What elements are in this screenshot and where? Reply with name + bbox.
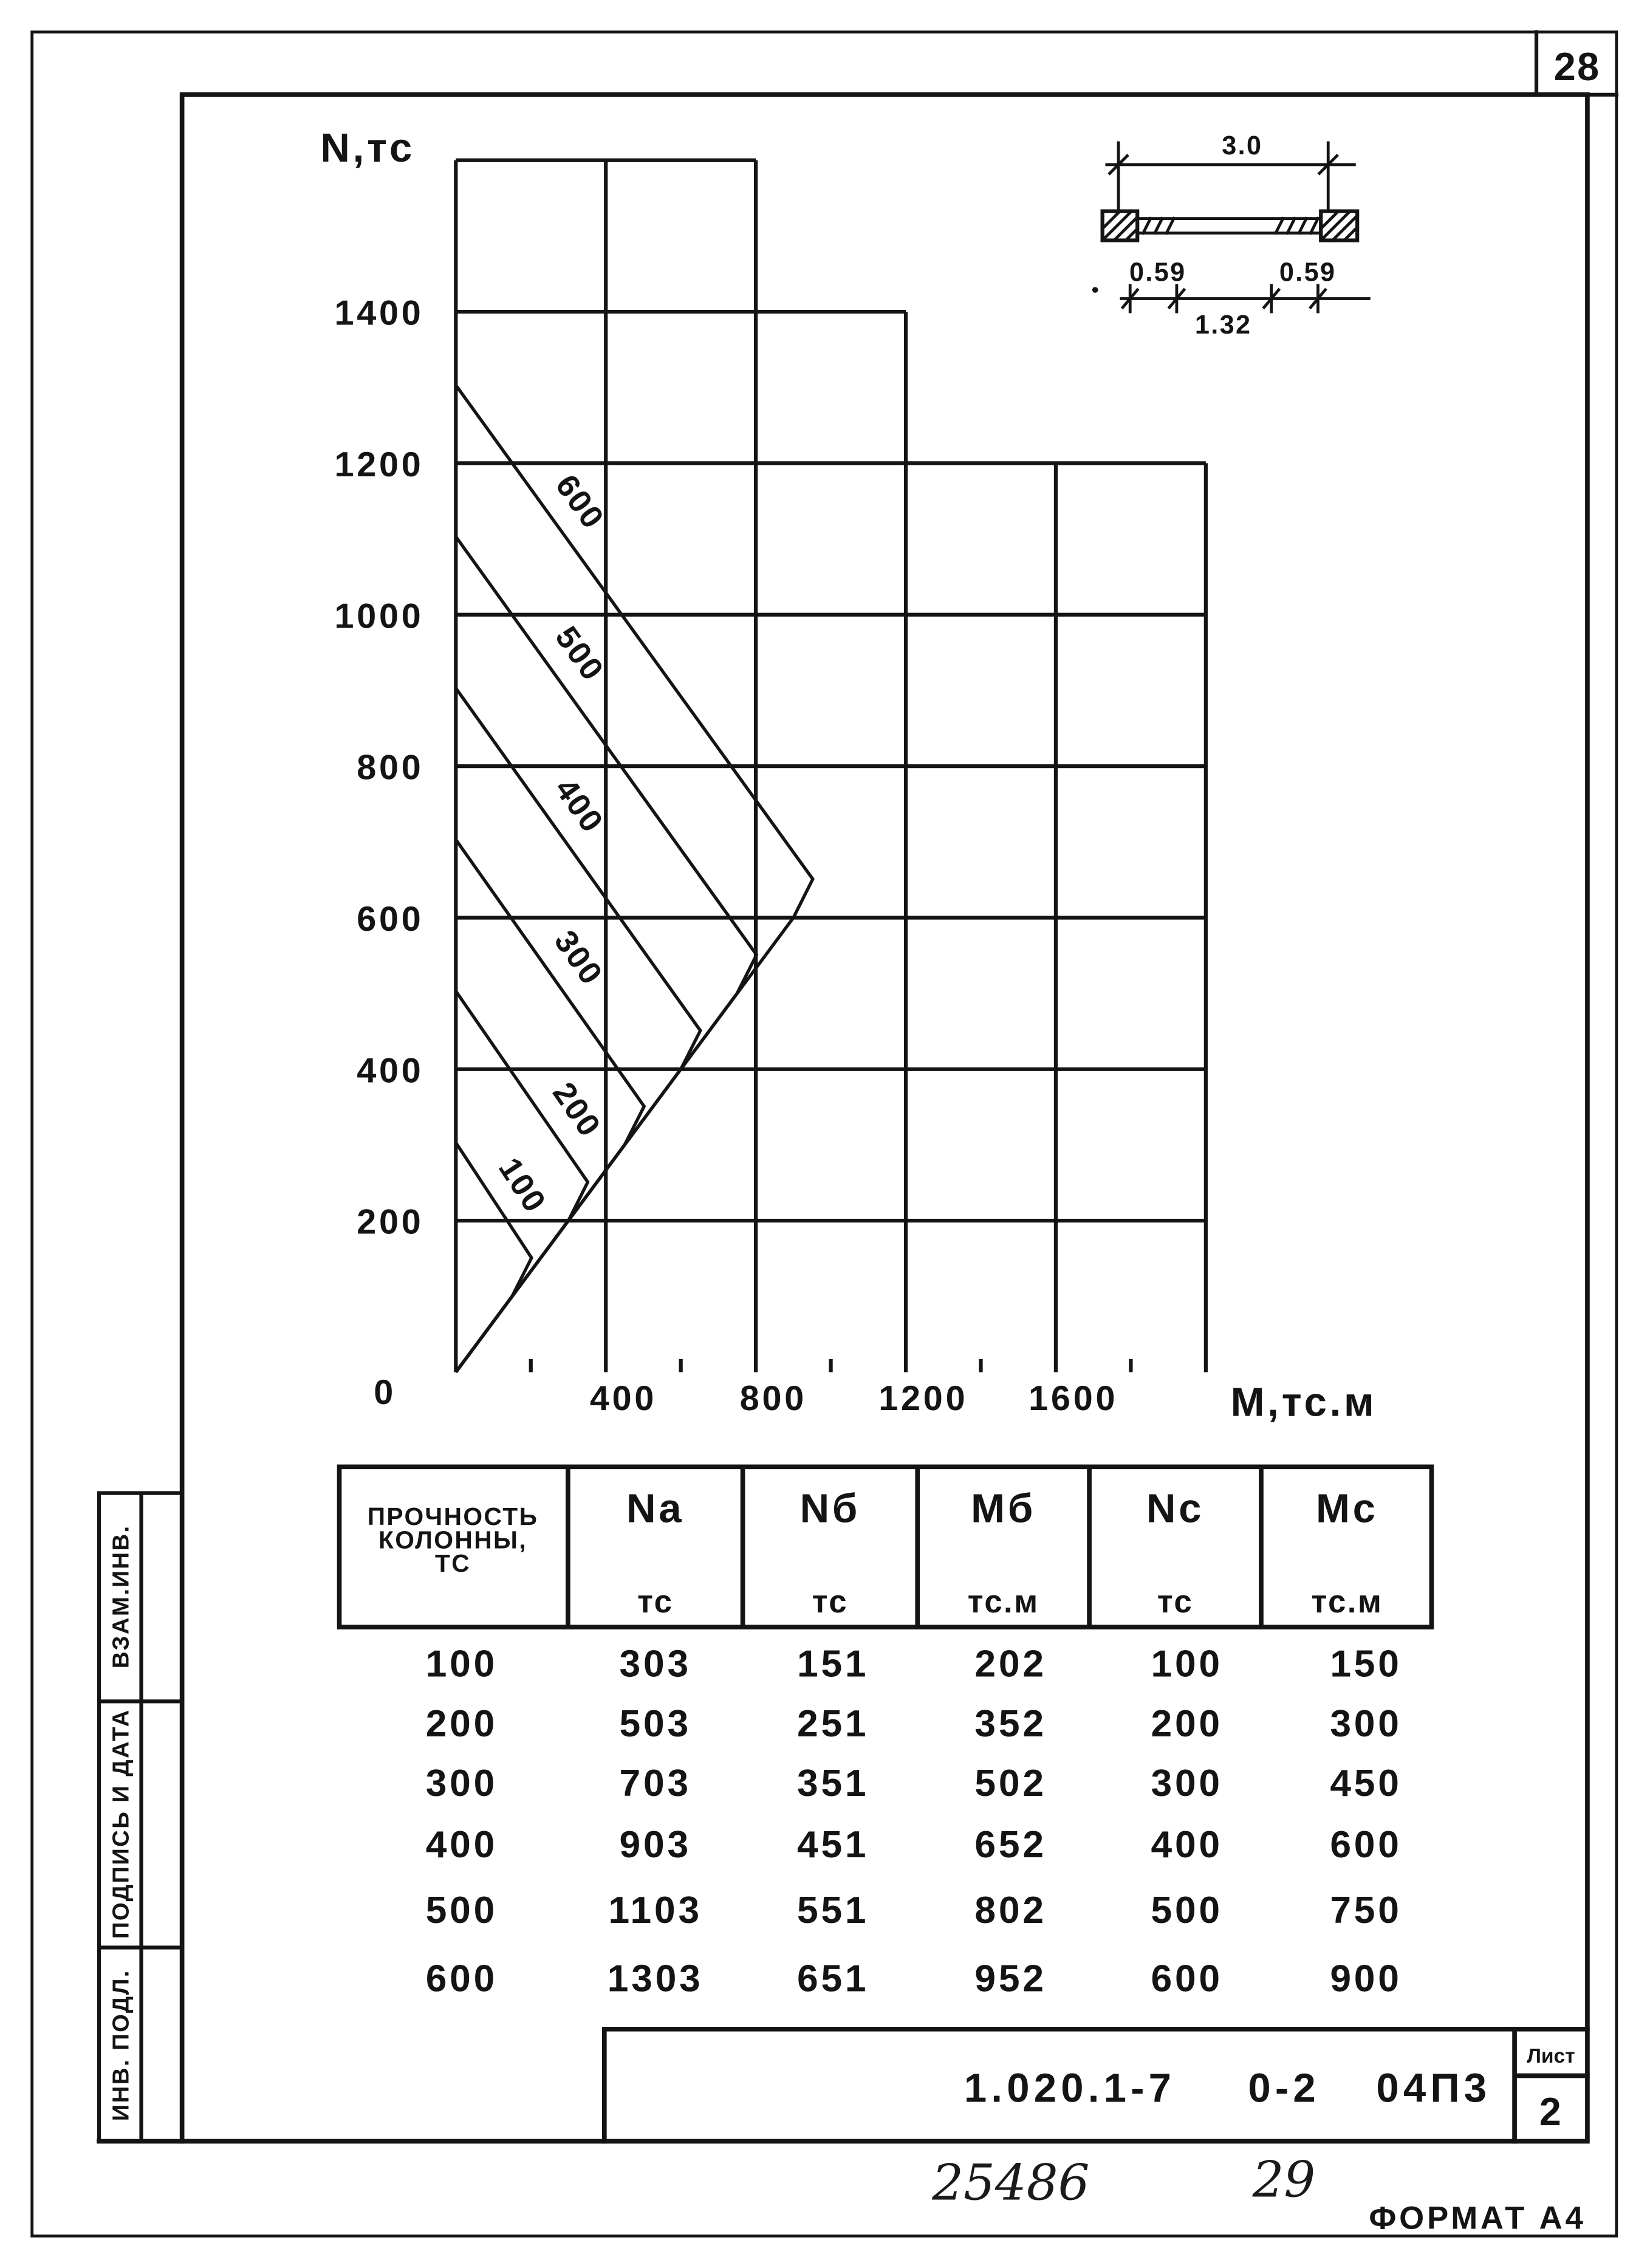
handwritten-page-number: 29 xyxy=(1252,2151,1316,2209)
y-tick-label: 1000 xyxy=(334,597,424,636)
series-label-500: 500 xyxy=(548,620,611,688)
series-label-400: 400 xyxy=(547,772,611,840)
header-column-unit: тс xyxy=(812,1584,849,1620)
header-column-unit: тс xyxy=(637,1584,674,1620)
table-cell: 750 xyxy=(1330,1889,1402,1931)
sheet-value: 2 xyxy=(1539,2089,1563,2134)
sheet-label: Лист xyxy=(1527,2044,1575,2068)
table-cell: 652 xyxy=(974,1823,1047,1866)
table-cell: 251 xyxy=(796,1702,869,1745)
header-column-unit: тс.м xyxy=(1311,1584,1383,1620)
header-strength-line-3: ТС xyxy=(434,1549,471,1577)
series-label-100: 100 xyxy=(491,1151,553,1220)
y-tick-label: 0 xyxy=(374,1373,397,1413)
table-cell: 100 xyxy=(1151,1643,1223,1685)
row-strength-cell: 500 xyxy=(425,1889,498,1931)
stamp-replaced-inv-label: ВЗАМ.ИНВ. xyxy=(108,1524,134,1669)
section-left-flange-label: 0.59 xyxy=(1129,258,1186,287)
table-cell: 1303 xyxy=(607,1958,703,2000)
series-label-600: 600 xyxy=(548,468,612,536)
table-cell: 500 xyxy=(1151,1889,1223,1931)
header-column-name: Nc xyxy=(1146,1485,1205,1532)
table-cell: 450 xyxy=(1330,1763,1402,1805)
table-cell: 900 xyxy=(1330,1958,1402,2000)
table-cell: 400 xyxy=(1151,1823,1223,1866)
handwritten-archive-number: 25486 xyxy=(932,2154,1090,2212)
header-strength-line-2: КОЛОННЫ, xyxy=(378,1526,528,1554)
stamp-signature-date-label: ПОДПИСЬ И ДАТА xyxy=(108,1708,134,1939)
table-cell: 551 xyxy=(796,1889,869,1931)
table-cell: 300 xyxy=(1330,1702,1402,1745)
table-cell: 903 xyxy=(619,1823,691,1866)
header-column-name: Nб xyxy=(799,1485,861,1532)
table-cell: 202 xyxy=(974,1643,1047,1685)
table-cell: 651 xyxy=(796,1958,869,2000)
row-strength-cell: 300 xyxy=(425,1763,498,1805)
table-cell: 351 xyxy=(796,1763,869,1805)
section-total-width-label: 3.0 xyxy=(1222,131,1263,161)
row-strength-cell: 600 xyxy=(425,1958,498,2000)
series-label-200: 200 xyxy=(546,1076,608,1144)
row-strength-cell: 400 xyxy=(425,1823,498,1866)
section-web-label: 1.32 xyxy=(1194,310,1252,340)
y-tick-label: 200 xyxy=(357,1202,424,1242)
header-column-name: Мб xyxy=(971,1485,1036,1532)
x-tick-label: 1600 xyxy=(1029,1379,1118,1418)
top-sheet-number: 28 xyxy=(1553,44,1601,89)
table-cell: 151 xyxy=(796,1643,869,1685)
table-cell: 150 xyxy=(1330,1643,1402,1685)
table-cell: 600 xyxy=(1330,1823,1402,1866)
table-cell: 703 xyxy=(619,1763,691,1805)
x-tick-label: 1200 xyxy=(878,1379,968,1418)
stamp-original-inv-label: ИНВ. ПОДЛ. xyxy=(108,1969,134,2122)
y-tick-label: 1400 xyxy=(334,293,424,333)
header-column-name: Na xyxy=(626,1485,685,1532)
table-cell: 503 xyxy=(619,1702,691,1745)
x-tick-label: 800 xyxy=(739,1379,807,1418)
y-tick-label: 1200 xyxy=(334,445,424,485)
y-tick-label: 400 xyxy=(357,1051,424,1091)
table-cell: 502 xyxy=(974,1763,1047,1805)
x-tick-label: 400 xyxy=(589,1379,657,1418)
row-strength-cell: 100 xyxy=(425,1643,498,1685)
table-cell: 200 xyxy=(1151,1702,1223,1745)
table-cell: 300 xyxy=(1151,1763,1223,1805)
header-column-unit: тс.м xyxy=(967,1584,1039,1620)
table-cell: 303 xyxy=(619,1643,691,1685)
format-label: ФОРМАТ А4 xyxy=(1369,2200,1586,2236)
table-cell: 451 xyxy=(796,1823,869,1866)
table-cell: 352 xyxy=(974,1702,1047,1745)
series-label-300: 300 xyxy=(547,923,610,992)
designation-variant: 0-2 xyxy=(1248,2065,1320,2111)
y-axis-label: N,тс xyxy=(320,125,415,171)
y-tick-label: 800 xyxy=(357,748,424,787)
table-cell: 600 xyxy=(1151,1958,1223,2000)
header-strength-line-1: ПРОЧНОСТЬ xyxy=(367,1502,539,1531)
row-strength-cell: 200 xyxy=(425,1702,498,1745)
table-cell: 802 xyxy=(974,1889,1047,1931)
table-cell: 952 xyxy=(974,1958,1047,2000)
section-right-flange-label: 0.59 xyxy=(1279,258,1337,287)
section-dot xyxy=(1092,287,1098,293)
header-column-unit: тс xyxy=(1157,1584,1194,1620)
designation-number: 04П3 xyxy=(1376,2065,1491,2111)
designation-code: 1.020.1-7 xyxy=(964,2065,1176,2111)
y-tick-label: 600 xyxy=(357,900,424,939)
header-column-name: Мc xyxy=(1315,1485,1378,1532)
table-cell: 1103 xyxy=(608,1889,702,1931)
x-axis-label: М,тс.м xyxy=(1230,1379,1377,1425)
